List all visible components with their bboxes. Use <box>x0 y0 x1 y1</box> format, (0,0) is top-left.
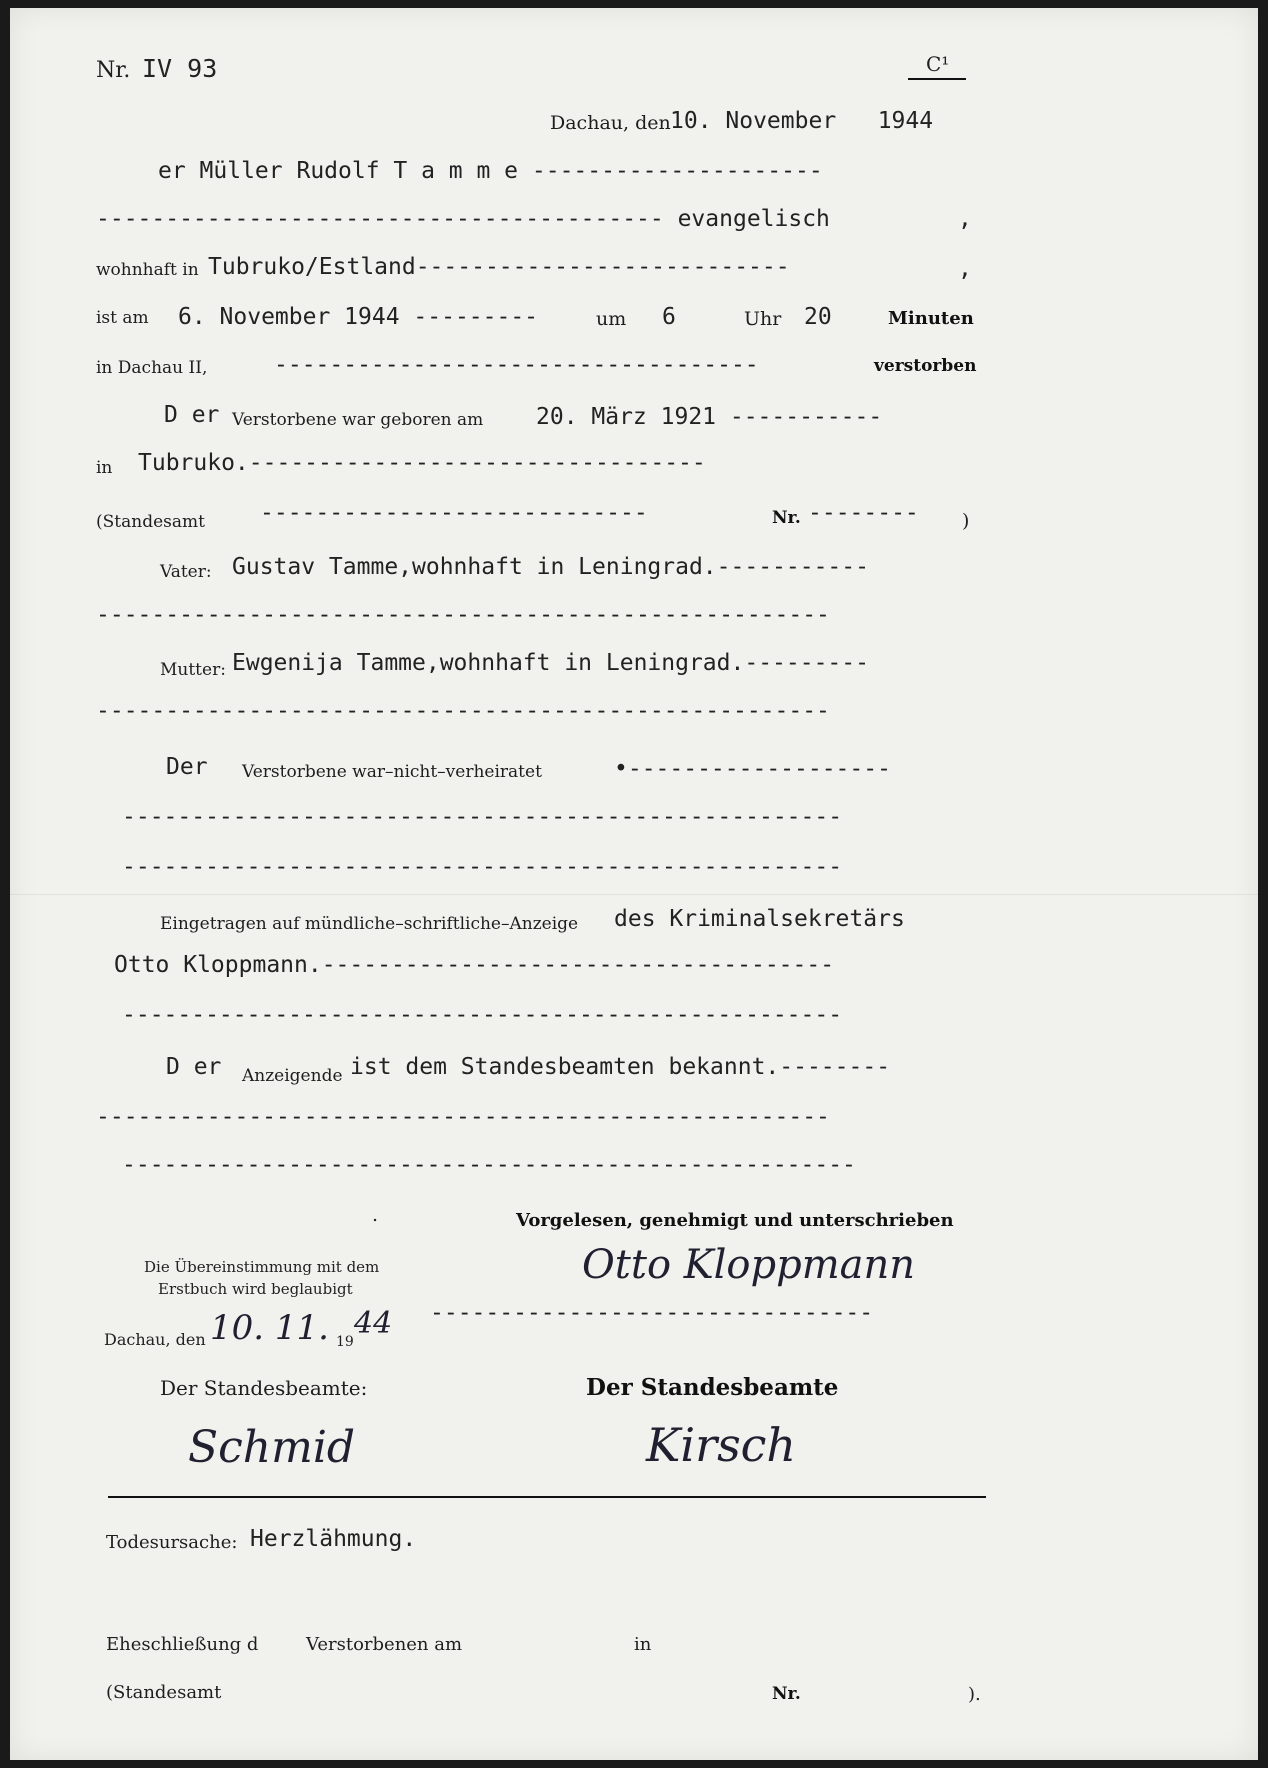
corner-mark: C¹ <box>926 52 950 76</box>
minute-value: 20 <box>804 304 832 330</box>
cause-value: Herzlähmung. <box>250 1526 417 1552</box>
hour-value: 6 <box>662 304 676 330</box>
certificate-sheet <box>10 8 1258 1760</box>
left-official-signature: Schmid <box>188 1422 356 1473</box>
read-approved-label: Vorgelesen, genehmigt und unterschrieben <box>516 1210 954 1231</box>
birth-prefix: D er <box>164 402 220 428</box>
father-continuation: ----------------------------------------------------- <box>96 602 830 628</box>
birth-standesamt-label: (Standesamt <box>96 512 205 532</box>
right-official-signature: Kirsch <box>646 1418 797 1472</box>
section-divider <box>108 1496 986 1498</box>
mother-value: Ewgenija Tamme,wohnhaft in Leningrad.--------- <box>232 650 869 676</box>
registration-value: des Kriminalsekretärs <box>614 906 905 932</box>
marital-prefix: Der <box>166 754 208 780</box>
right-official-label: Der Standesbeamte <box>586 1374 839 1401</box>
informant-continuation-1: ----------------------------------------------------- <box>96 1104 830 1130</box>
father-value: Gustav Tamme,wohnhaft in Leningrad.----------- <box>232 554 869 580</box>
deceased-religion-line: ----------------------------------------- evangelisch <box>96 206 830 232</box>
birth-standesamt-dashes: ---------------------------- <box>260 500 648 526</box>
registrant-continuation: ---------------------------------------------------- <box>122 1002 843 1028</box>
mother-continuation: ----------------------------------------------------- <box>96 698 830 724</box>
place-date-value: 10. November 1944 <box>670 108 934 134</box>
birth-nr-label: Nr. <box>772 508 801 528</box>
uhr-label: Uhr <box>744 308 782 330</box>
comma-1: , <box>958 206 972 232</box>
deceased-name: er Müller Rudolf T a m m e --------------------- <box>158 158 823 184</box>
birth-nr-dashes: -------- <box>808 500 919 526</box>
fold-crease <box>10 894 1258 895</box>
registrant-name: Otto Kloppmann.------------------------------------- <box>114 952 835 978</box>
comma-2: , <box>958 256 972 282</box>
informant-continuation-2: ----------------------------------------------------- <box>122 1152 856 1178</box>
cause-label: Todesursache: <box>106 1532 238 1553</box>
registration-label: Eingetragen auf mündliche–schriftliche–Anzeige <box>160 914 579 934</box>
certify-line-1: Die Übereinstimmung mit dem <box>144 1258 380 1276</box>
death-place-dashes: ----------------------------------- <box>274 352 759 378</box>
death-place-label: in Dachau II, <box>96 358 208 378</box>
signature-dashes: -------------------------------- <box>430 1300 874 1326</box>
certify-line-2: Erstbuch wird beglaubigt <box>158 1280 353 1298</box>
father-label: Vater: <box>160 562 212 582</box>
certify-date-value: 10. 11. <box>210 1308 329 1348</box>
birth-date: 20. März 1921 ----------- <box>536 404 883 430</box>
marriage-label-2: Verstorbenen am <box>306 1634 463 1655</box>
died-label: ist am <box>96 308 149 328</box>
footer-nr-label: Nr. <box>772 1684 801 1704</box>
marriage-label: Eheschließung d <box>106 1634 259 1655</box>
marital-label: Verstorbene war–nicht–verheiratet <box>242 762 542 782</box>
left-official-label: Der Standesbeamte: <box>160 1376 368 1400</box>
footer-close: ). <box>968 1684 981 1705</box>
informant-label: Anzeigende <box>242 1066 343 1086</box>
birth-in-label: in <box>96 458 113 478</box>
nr-value: IV 93 <box>142 54 218 83</box>
marital-continuation-2: ---------------------------------------------------- <box>122 854 843 880</box>
informant-signature: Otto Kloppmann <box>582 1242 916 1288</box>
um-label: um <box>596 308 627 330</box>
footer-standesamt-label: (Standesamt <box>106 1682 222 1703</box>
birth-label: Verstorbene war geboren am <box>232 410 484 430</box>
marital-continuation-1: ---------------------------------------------------- <box>122 804 843 830</box>
marriage-in-label: in <box>634 1634 652 1655</box>
verstorben-label: verstorben <box>874 356 977 376</box>
birth-close-paren: ) <box>962 510 970 532</box>
informant-prefix: D er <box>166 1054 222 1080</box>
residence-value: Tubruko/Estland--------------------------- <box>208 254 790 280</box>
certify-year-prefix: 19 <box>336 1334 354 1350</box>
nr-label: Nr. <box>96 58 131 83</box>
residence-label: wohnhaft in <box>96 260 199 280</box>
mother-label: Mutter: <box>160 660 226 680</box>
birth-place: Tubruko.--------------------------------- <box>138 450 706 476</box>
minuten-label: Minuten <box>888 308 974 329</box>
died-date: 6. November 1944 --------- <box>178 304 539 330</box>
corner-underline <box>908 78 966 80</box>
certify-date-label: Dachau, den <box>104 1330 206 1349</box>
stray-dot: . <box>372 1204 379 1226</box>
place-date-label: Dachau, den <box>550 112 671 134</box>
marital-dashes: •------------------- <box>614 756 891 782</box>
certify-year-suffix: 44 <box>354 1306 393 1341</box>
informant-value: ist dem Standesbeamten bekannt.-------- <box>350 1054 891 1080</box>
